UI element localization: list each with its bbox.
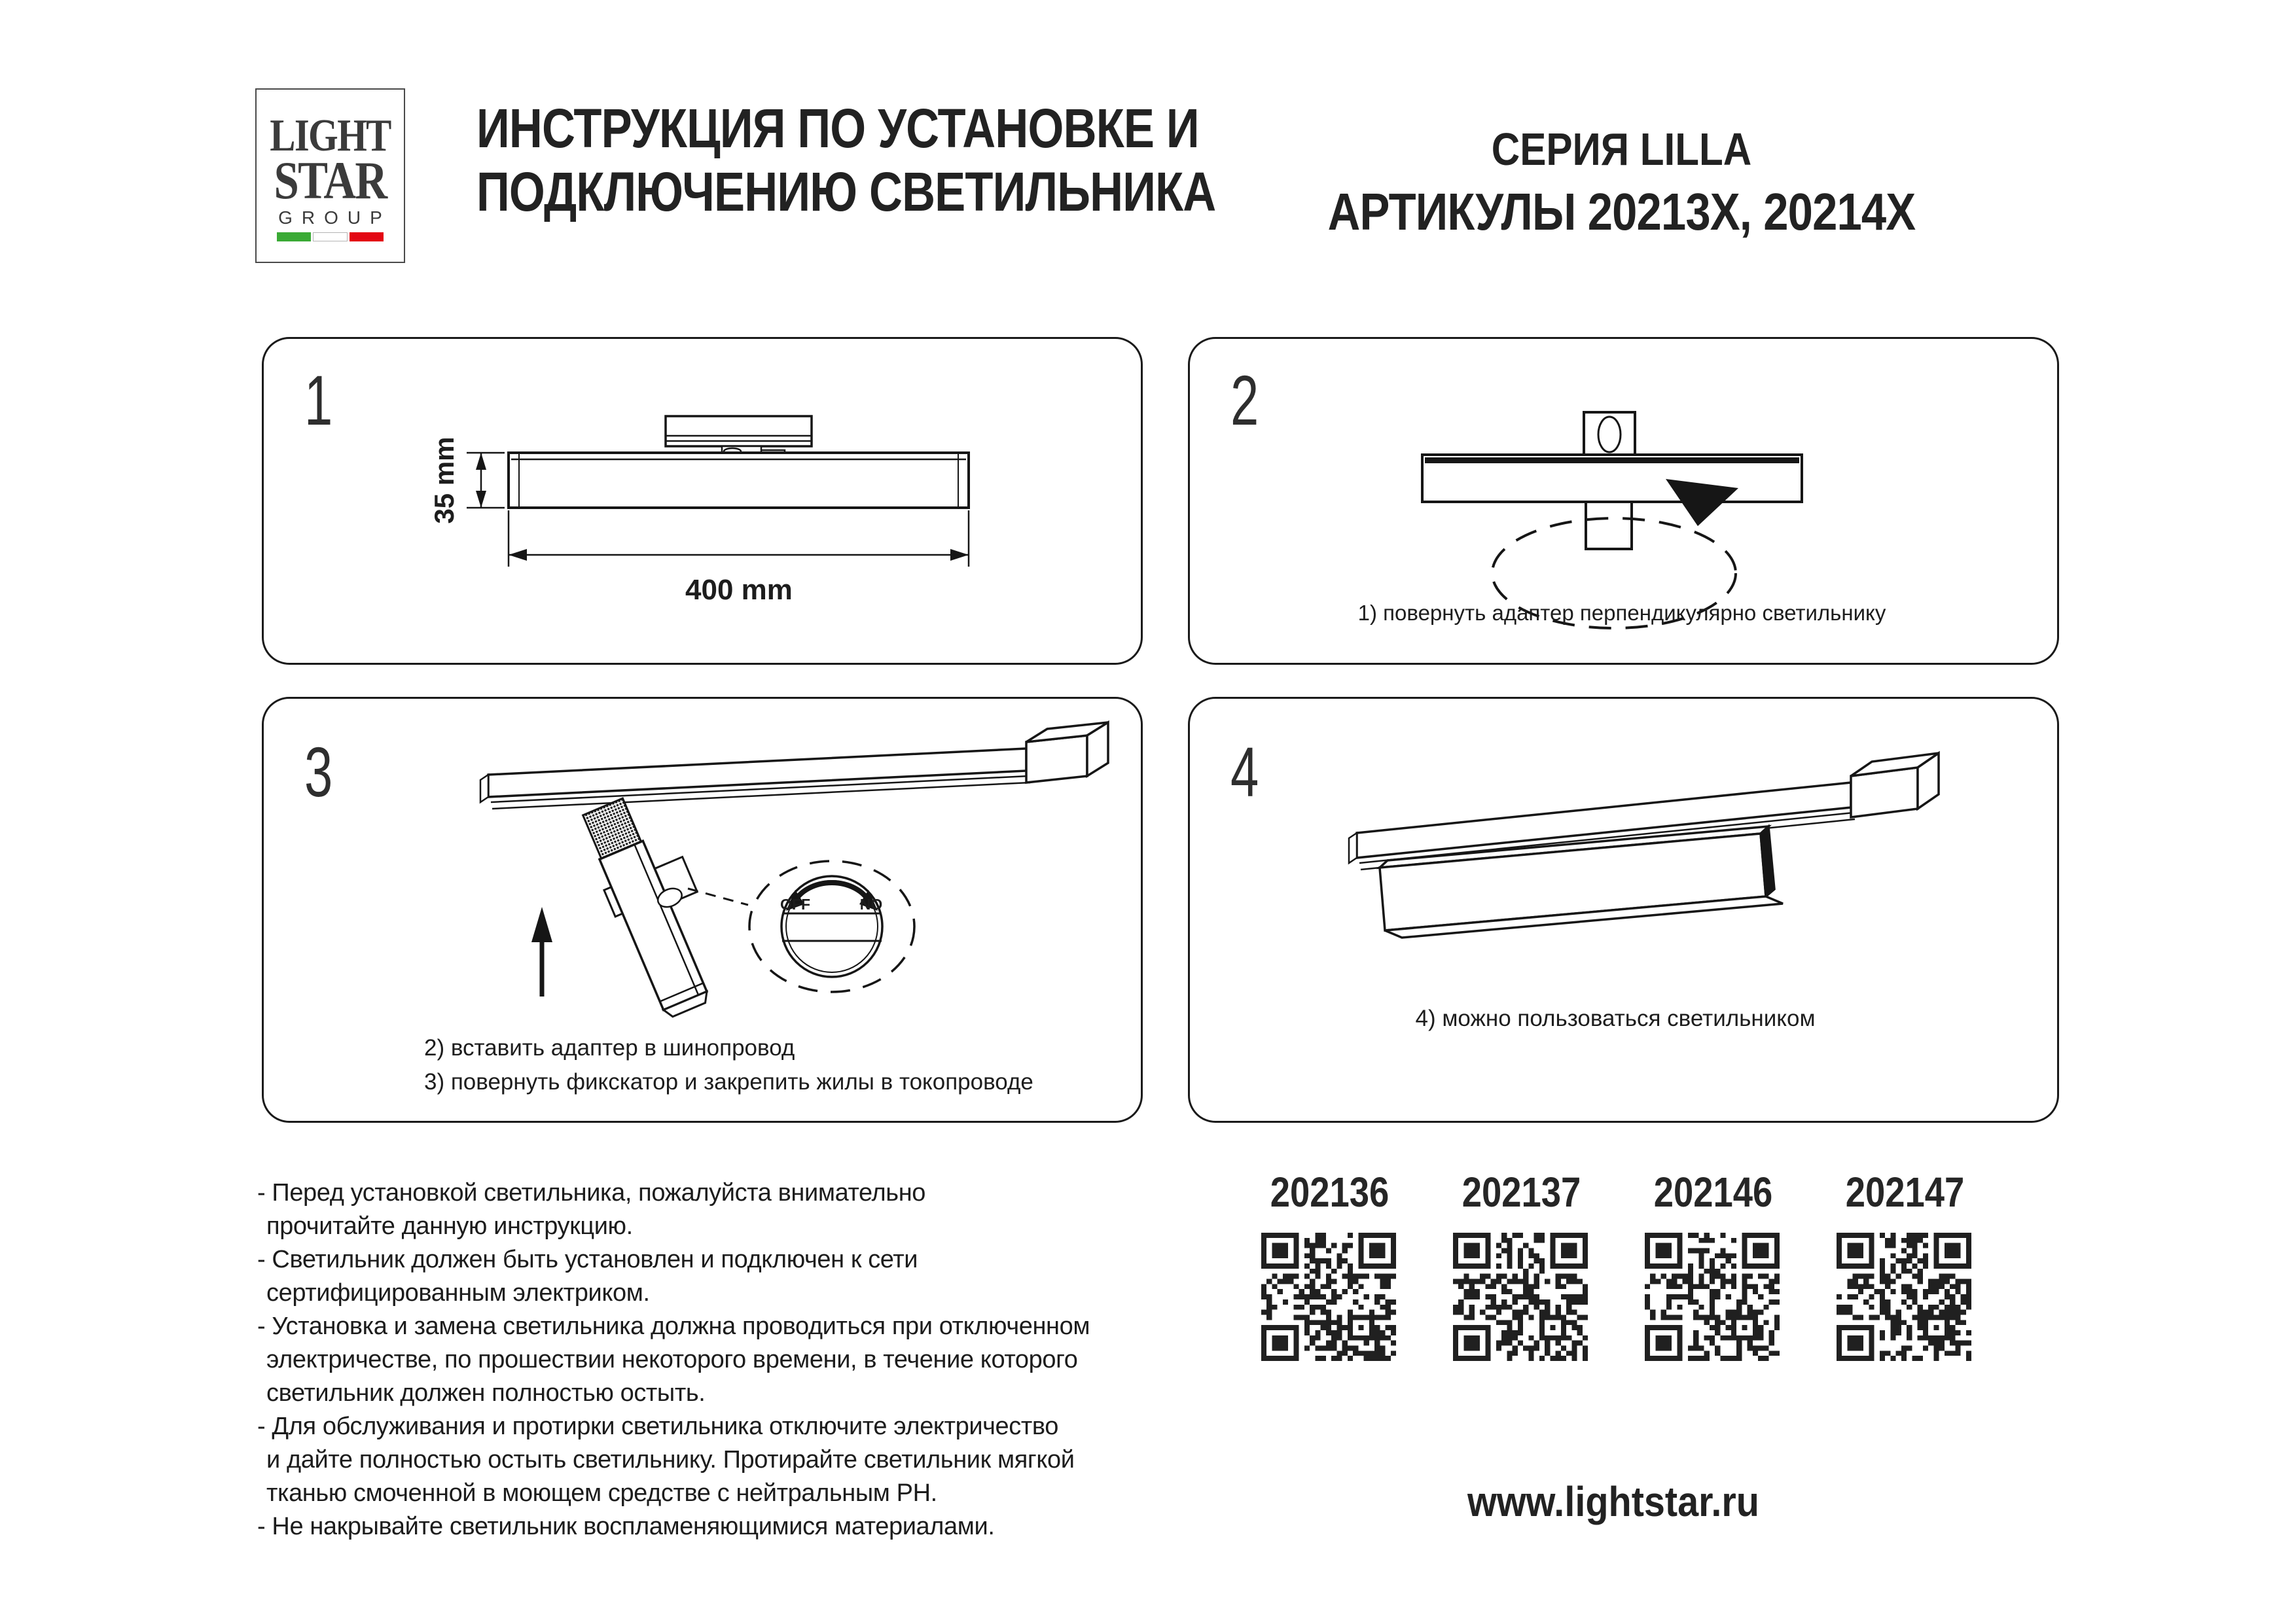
website-url: www.lightstar.ru xyxy=(1467,1478,1759,1525)
page-title-line1: ИНСТРУКЦИЯ ПО УСТАНОВКЕ И xyxy=(476,97,1199,159)
warning-line: светильник должен полностью остыть. xyxy=(266,1379,706,1407)
panel-step-3 xyxy=(262,697,1143,1123)
lock-detail-view xyxy=(749,861,914,992)
detail-off-label: OFF xyxy=(780,896,810,913)
article-number: 202146 xyxy=(1653,1169,1773,1216)
warning-line: - Светильник должен быть установлен и подключен к сети xyxy=(257,1246,918,1273)
article-number: 202137 xyxy=(1462,1169,1581,1216)
article-number: 202136 xyxy=(1270,1169,1390,1216)
qr-column xyxy=(1835,1171,1973,1364)
qr-code xyxy=(1261,1233,1396,1361)
warning-line: - Для обслуживания и протирки светильника отключите электричество xyxy=(257,1413,1058,1440)
fixture-dimensions-drawing xyxy=(264,339,1141,663)
step-number: 3 xyxy=(304,732,333,811)
warning-line: сертифицированным электриком. xyxy=(266,1279,650,1307)
step-3-caption-line2: 3) повернуть фикскатор и закрепить жилы в токопроводе xyxy=(424,1069,1033,1095)
rotate-adapter-drawing xyxy=(1190,339,2057,663)
step-number: 2 xyxy=(1230,361,1259,440)
qr-code xyxy=(1453,1233,1588,1361)
articles-title: АРТИКУЛЫ 20213X, 20214X xyxy=(1327,183,1916,241)
dim-height-label: 35 mm xyxy=(429,436,459,524)
warning-line: электричестве, по прошествии некоторого времени, в течение которого xyxy=(266,1346,1078,1373)
logo-word-star: STAR xyxy=(274,150,387,210)
panel-step-2 xyxy=(1188,337,2059,665)
warning-line: тканью смоченной в моющем средстве с нейтральным PH. xyxy=(266,1479,937,1507)
insert-adapter-drawing xyxy=(264,699,1141,1121)
fixture-top-view xyxy=(1422,412,1802,549)
flag-red-segment xyxy=(350,232,384,241)
detail-on-label: NO xyxy=(859,896,883,913)
qr-column xyxy=(1643,1171,1781,1364)
assembled-fixture-drawing xyxy=(1190,699,2057,1121)
step-3-caption-line1: 2) вставить адаптер в шинопровод xyxy=(424,1035,795,1061)
track-rail xyxy=(480,722,1108,809)
warning-line: - Установка и замена светильника должна проводиться при отключенном xyxy=(257,1313,1090,1340)
step-number: 4 xyxy=(1230,732,1259,811)
lightstar-logo xyxy=(255,88,405,263)
page-title-line2: ПОДКЛЮЧЕНИЮ СВЕТИЛЬНИКА xyxy=(476,161,1216,222)
article-number: 202147 xyxy=(1845,1169,1965,1216)
panel-step-1 xyxy=(262,337,1143,665)
qr-code xyxy=(1837,1233,1971,1361)
qr-column xyxy=(1452,1171,1589,1364)
qr-column xyxy=(1260,1171,1397,1364)
series-title: СЕРИЯ LILLA xyxy=(1491,124,1752,175)
flag-green-segment xyxy=(277,232,311,241)
step-2-caption: 1) повернуть адаптер перпендикулярно светильнику xyxy=(1357,601,1886,625)
qr-code xyxy=(1645,1233,1780,1361)
logo-word-group: GROUP xyxy=(278,207,391,228)
page-title xyxy=(476,97,1301,224)
step-number: 1 xyxy=(304,361,333,440)
safety-warnings xyxy=(257,1176,1174,1544)
step-4-caption: 4) можно пользоваться светильником xyxy=(1415,1006,1816,1031)
dim-width-label: 400 mm xyxy=(685,574,793,606)
logo-word-light: LIGHT xyxy=(270,111,391,161)
warning-line: - Перед установкой светильника, пожалуйста внимательно xyxy=(257,1179,926,1207)
warning-line: прочитайте данную инструкцию. xyxy=(266,1212,633,1240)
warning-line: - Не накрывайте светильник воспламеняющимися материалами. xyxy=(257,1513,995,1540)
header-right xyxy=(1188,0,2055,275)
flag-white-segment xyxy=(313,232,348,241)
insert-direction-arrow-icon xyxy=(531,907,552,997)
panel-step-4 xyxy=(1188,697,2059,1123)
fixture-side-view xyxy=(509,416,969,508)
warning-line: и дайте полностью остыть светильнику. Протирайте светильник мягкой xyxy=(266,1446,1075,1474)
detail-leader-line xyxy=(688,889,748,905)
italian-flag-icon xyxy=(277,232,384,241)
fixture-with-adapter xyxy=(574,786,738,1022)
